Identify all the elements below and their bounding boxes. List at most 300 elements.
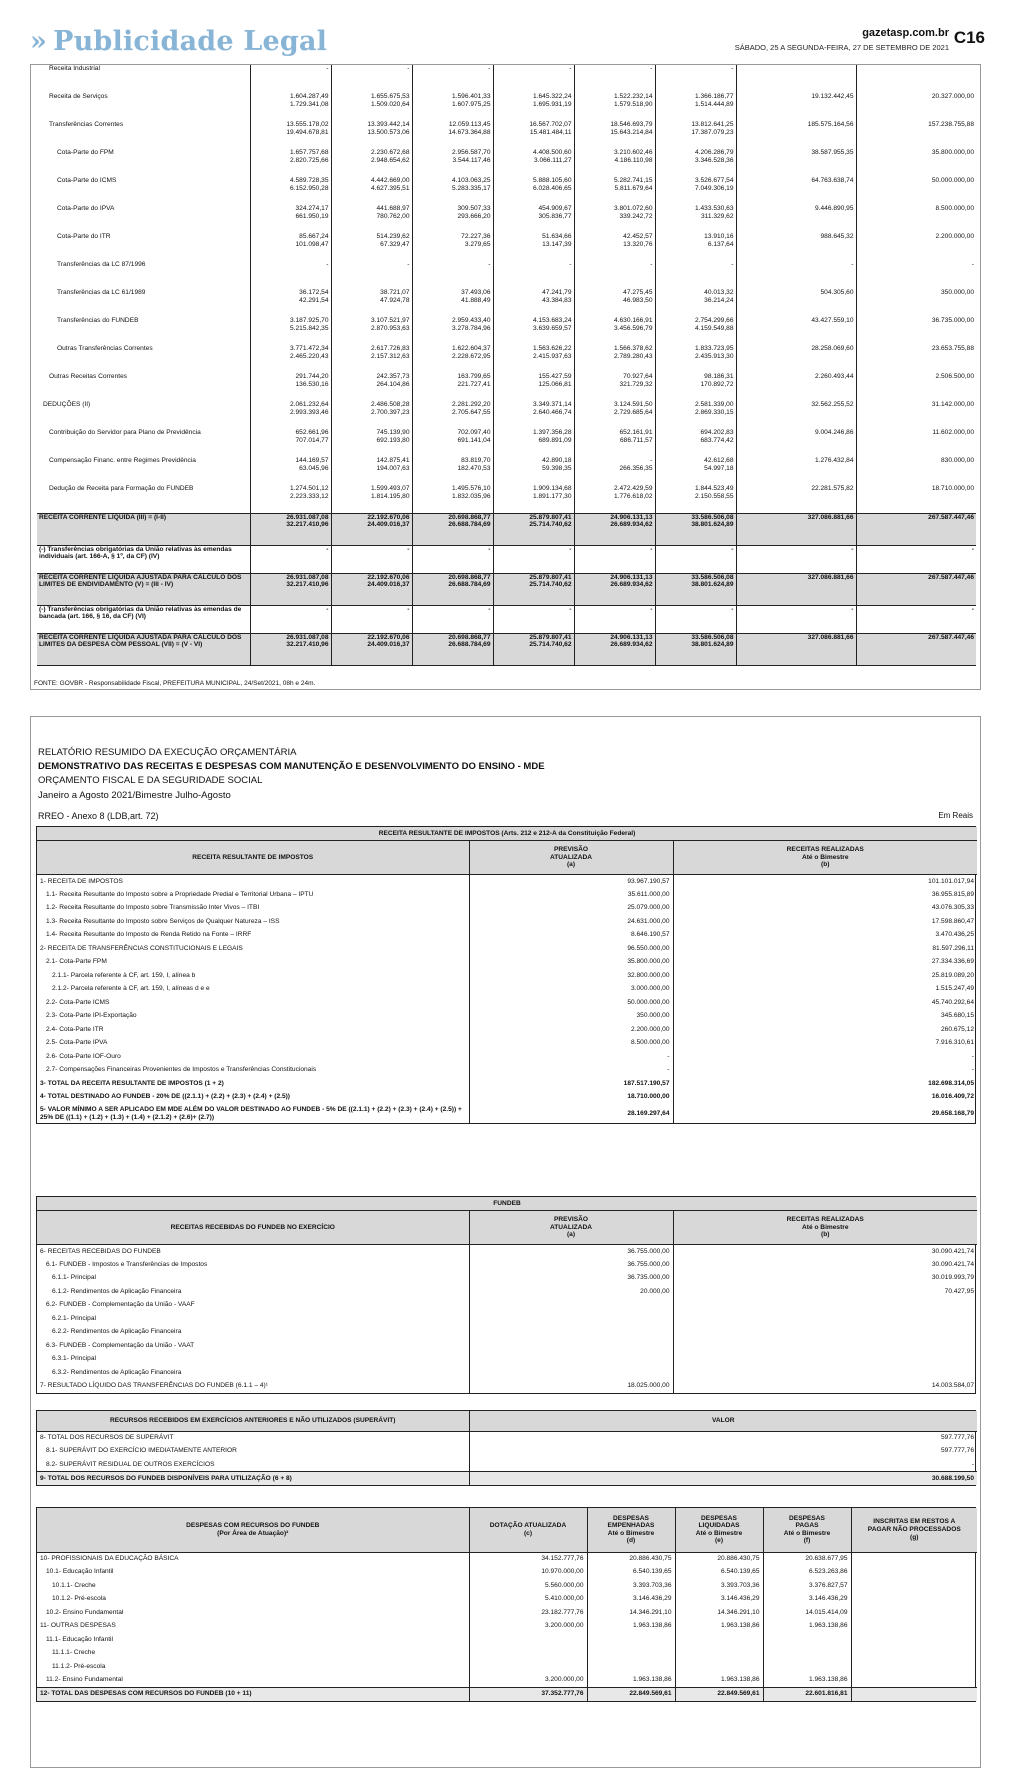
- row-label: 2.1.1- Parcela referente à CF, art. 159, I, alínea b: [52, 971, 196, 979]
- total-c: 37.352.777,76: [469, 1687, 587, 1701]
- value-g: [851, 1620, 977, 1634]
- value-current: 1.655.675,53: [370, 93, 410, 100]
- value-current: 25.879.807,41: [529, 573, 572, 581]
- value-cell: [574, 233, 655, 261]
- value-prior: 59.398,35: [542, 464, 572, 472]
- value-current: 23.653.755,88: [931, 345, 974, 352]
- value-current: -: [407, 65, 410, 72]
- value-current: 47.275,45: [623, 289, 653, 296]
- value-prior: 25.714.740,62: [529, 581, 572, 589]
- value-f: 20.638.677,95: [763, 1552, 851, 1566]
- total-cell: [856, 545, 976, 573]
- value-f: 6.523.263,86: [763, 1566, 851, 1580]
- value-realizada: [673, 1312, 977, 1326]
- value-prior: 26.689.934,62: [610, 641, 653, 649]
- table-row: [37, 261, 976, 289]
- value-prior: 1.579.518,90: [613, 100, 653, 108]
- value-current: 1.645.322,24: [532, 93, 572, 100]
- value-current: 5.888.105,60: [532, 177, 572, 184]
- hdr-line: RECEITAS REALIZADAS: [786, 1216, 864, 1224]
- value-current: 327.086.881,66: [807, 573, 854, 581]
- value-current: 51.634,66: [542, 233, 572, 240]
- value-e: 1.963.138,86: [675, 1674, 763, 1688]
- value-cell: [736, 233, 856, 261]
- value-f: [763, 1660, 851, 1674]
- total-cell: [493, 633, 574, 665]
- value-e: 14.346.291,10: [675, 1606, 763, 1620]
- value-current: -: [851, 605, 854, 613]
- value-current: -: [488, 65, 491, 72]
- value-previsao: [469, 1326, 673, 1340]
- value-prior: 2.705.647,55: [451, 408, 491, 416]
- value-cell: [493, 261, 574, 289]
- table-row: [37, 177, 976, 205]
- row-label: 6.3- FUNDEB - Complementação da União - VAAT: [46, 1341, 195, 1349]
- table-row: [37, 457, 976, 485]
- total-cell: [655, 545, 736, 573]
- value-cell: [493, 401, 574, 429]
- value-cell: [574, 485, 655, 513]
- value-cell: [250, 345, 331, 373]
- value-cell: [412, 121, 493, 149]
- value-cell: [412, 457, 493, 485]
- value-current: 32.562.255,52: [811, 401, 854, 408]
- value-current: 33.586.506,08: [691, 573, 734, 581]
- value-cell: 597.777,76: [469, 1431, 977, 1445]
- value-cell: [331, 233, 412, 261]
- value-current: 16.567.702,07: [529, 121, 572, 128]
- value-cell: [250, 205, 331, 233]
- value-current: 13.910,16: [704, 233, 734, 240]
- value-cell: [736, 149, 856, 177]
- value-prior: 13.500.573,06: [367, 128, 410, 136]
- value-prior: 24.409.016,37: [367, 521, 410, 529]
- value-current: 36.172,54: [299, 289, 329, 296]
- value-prior: 32.217.410,96: [286, 521, 329, 529]
- value-prior: 1.729.341,08: [289, 100, 329, 108]
- value-realizada: 29.658.168,79: [673, 1104, 977, 1123]
- value-prior: 2.435.913,30: [694, 352, 734, 360]
- value-current: -: [569, 65, 572, 72]
- row-label: Receita Industrial: [49, 65, 100, 72]
- value-cell: [493, 205, 574, 233]
- table-row: [37, 401, 976, 429]
- value-d: 1.963.138,86: [587, 1620, 675, 1634]
- value-f: 3.146.436,29: [763, 1593, 851, 1607]
- value-cell: [856, 149, 976, 177]
- table-row: [37, 1104, 977, 1123]
- table-row: [37, 1606, 977, 1620]
- total-row: [37, 1687, 977, 1701]
- value-prior: 26.689.934,62: [610, 521, 653, 529]
- value-realizada: 14.003.584,07: [673, 1380, 977, 1394]
- report-line-2: DEMONSTRATIVO DAS RECEITAS E DESPESAS COM MANUTENÇÃO E DESENVOLVIMENTO DO ENSINO - MDE: [38, 761, 545, 773]
- value-current: -: [971, 261, 974, 268]
- value-f: 1.963.138,86: [763, 1674, 851, 1688]
- value-current: -: [407, 605, 410, 613]
- value-prior: 5.811.679,64: [614, 184, 653, 192]
- brand-logo: [30, 26, 327, 57]
- value-prior: 13.147,39: [542, 240, 572, 248]
- source-note: FONTE: GOVBR - Responsabilidade Fiscal, PREFEITURA MUNICIPAL, 24/Set/2021, 08h e 24m.: [34, 680, 316, 687]
- row-label: 6.1- FUNDEB - Impostos e Transferências de Impostos: [46, 1260, 208, 1268]
- value-current: 20.327.000,00: [931, 93, 974, 100]
- value-current: 83.819,70: [461, 457, 491, 464]
- table-row: [37, 1445, 977, 1459]
- value-current: 40.013,32: [704, 289, 734, 296]
- despesas-col-empenhadas: [587, 1508, 675, 1552]
- table-row: [37, 1064, 977, 1078]
- value-cell: [331, 429, 412, 457]
- value-cell: [574, 345, 655, 373]
- table-row: [37, 373, 976, 401]
- row-label: 1.1- Receita Resultante do Imposto sobre a Propriedade Predial e Territorial Urbana – IPTU: [46, 890, 314, 898]
- value-cell: [856, 65, 976, 93]
- value-cell: [574, 121, 655, 149]
- value-cell: [574, 205, 655, 233]
- value-cell: [412, 149, 493, 177]
- value-previsao: 8.646.190,57: [469, 929, 673, 943]
- value-current: 4.103.063,25: [451, 177, 491, 184]
- row-label: Transferências Correntes: [49, 121, 124, 128]
- value-cell: [736, 373, 856, 401]
- row-label: 2.1- Cota-Parte FPM: [46, 958, 107, 966]
- table-row: [37, 996, 977, 1010]
- value-c: [469, 1633, 587, 1647]
- value-prior: 6.028.406,65: [532, 184, 572, 192]
- hdr-line: PREVISÃO: [553, 1216, 589, 1224]
- value-prior: 321.729,32: [619, 380, 653, 388]
- value-e: [675, 1660, 763, 1674]
- total-cell: [412, 605, 493, 633]
- value-previsao: 3.000.000,00: [469, 983, 673, 997]
- value-d: 6.540.139,65: [587, 1566, 675, 1580]
- value-prior: 170.892,72: [700, 380, 734, 388]
- row-label: 11.1.2- Pré-escola: [52, 1662, 106, 1670]
- value-cell: [493, 345, 574, 373]
- value-current: 652.161,91: [619, 429, 653, 436]
- total-label: RECEITA CORRENTE LÍQUIDA (III) = (I-II): [37, 513, 250, 545]
- despesas-col-restos: [851, 1508, 977, 1552]
- value-current: 22.192.670,06: [367, 513, 410, 521]
- value-cell: [736, 317, 856, 345]
- total-cell: [331, 545, 412, 573]
- row-label: 3- TOTAL DA RECEITA RESULTANTE DE IMPOSTOS (1 + 2): [40, 1079, 224, 1087]
- value-current: -: [851, 545, 854, 553]
- value-cell: [655, 205, 736, 233]
- value-prior: 1.776.618,02: [613, 492, 653, 500]
- value-cell: [412, 289, 493, 317]
- value-cell: [412, 93, 493, 121]
- value-prior: 32.217.410,96: [286, 641, 329, 649]
- value-previsao: 2.200.000,00: [469, 1023, 673, 1037]
- value-cell: -: [469, 1458, 977, 1472]
- value-current: 3.801.072,60: [613, 205, 653, 212]
- value-cell: [331, 149, 412, 177]
- total-cell: [493, 513, 574, 545]
- value-cell: [856, 485, 976, 513]
- value-current: -: [650, 261, 653, 268]
- total-cell: [331, 573, 412, 605]
- value-current: 8.500.000,00: [935, 205, 974, 212]
- value-prior: 264.104,86: [376, 380, 410, 388]
- value-cell: [655, 121, 736, 149]
- value-current: 24.906.131,13: [610, 633, 653, 641]
- value-e: 3.393.703,36: [675, 1579, 763, 1593]
- total-label: (-) Transferências obrigatórias da União relativas às emendas individuais (art. 166-A, § 1º, da CF) (IV): [37, 545, 250, 573]
- value-cell: [655, 457, 736, 485]
- row-label: Contribuição do Servidor para Plano de Previdência: [49, 429, 201, 436]
- value-cell: [331, 205, 412, 233]
- value-current: 2.260.493,44: [814, 373, 854, 380]
- total-cell: [250, 545, 331, 573]
- total-cell: [493, 573, 574, 605]
- table-row: [37, 902, 977, 916]
- row-label: 10.2- Ensino Fundamental: [46, 1608, 124, 1616]
- value-prior: 46.983,50: [623, 296, 653, 304]
- total-cell: [250, 633, 331, 665]
- table-row: [37, 65, 976, 93]
- value-current: -: [326, 605, 329, 613]
- total-cell: [250, 605, 331, 633]
- value-prior: 26.688.784,69: [448, 641, 491, 649]
- value-prior: 686.711,57: [619, 436, 653, 444]
- value-cell: [574, 457, 655, 485]
- value-current: 324.274,17: [295, 205, 329, 212]
- value-prior: 38.801.624,89: [691, 521, 734, 529]
- value-realizada: 27.334.336,69: [673, 956, 977, 970]
- value-cell: [655, 317, 736, 345]
- value-e: 6.540.139,65: [675, 1566, 763, 1580]
- total-cell: [736, 573, 856, 605]
- value-current: -: [326, 65, 329, 72]
- value-realizada: 45.740.292,64: [673, 996, 977, 1010]
- report-line-1: RELATÓRIO RESUMIDO DA EXECUÇÃO ORÇAMENTÁRIA: [38, 747, 297, 758]
- value-current: 454.909,67: [538, 205, 572, 212]
- value-cell: [655, 93, 736, 121]
- table-row: [37, 1353, 977, 1367]
- value-current: 33.586.506,08: [691, 633, 734, 641]
- value-prior: 194.007,63: [376, 464, 410, 472]
- value-cell: [331, 65, 412, 93]
- value-current: 4.153.683,24: [532, 317, 572, 324]
- impostos-table: [36, 826, 976, 1124]
- value-current: 1.366.186,77: [694, 93, 734, 100]
- total-f: 22.601.816,81: [763, 1687, 851, 1701]
- hdr-line: PAGAS: [795, 1522, 819, 1530]
- value-cell: [493, 457, 574, 485]
- value-current: 26.931.087,08: [286, 573, 329, 581]
- report-line-4: Janeiro a Agosto 2021/Bimestre Julho-Agosto: [38, 789, 231, 801]
- value-realizada: 25.819.089,20: [673, 969, 977, 983]
- value-prior: 2.228.672,95: [451, 352, 491, 360]
- value-realizada: 43.076.305,33: [673, 902, 977, 916]
- row-label: 2.5- Cota-Parte IPVA: [46, 1039, 108, 1047]
- hdr-line: (f): [803, 1537, 811, 1545]
- value-d: [587, 1633, 675, 1647]
- value-prior: 2.700.397,23: [370, 408, 410, 416]
- value-cell: [856, 93, 976, 121]
- value-previsao: 36.735.000,00: [469, 1272, 673, 1286]
- total-cell: [250, 573, 331, 605]
- value-prior: 14.673.364,88: [448, 128, 491, 136]
- value-prior: 2.640.466,74: [532, 408, 572, 416]
- table-row: [37, 1023, 977, 1037]
- value-prior: 305.836,77: [538, 212, 572, 220]
- fundeb-col-realizadas: [673, 1211, 977, 1245]
- value-current: -: [326, 545, 329, 553]
- total-cell: [856, 605, 976, 633]
- value-prior: 26.688.784,69: [448, 521, 491, 529]
- value-cell: [331, 93, 412, 121]
- table-row: [37, 1285, 977, 1299]
- value-realizada: 30.090.421,74: [673, 1258, 977, 1272]
- value-prior: 2.869.330,15: [694, 408, 734, 416]
- row-label: 6.1.2- Rendimentos de Aplicação Financeira: [52, 1287, 182, 1295]
- value-current: 31.142.000,00: [931, 401, 974, 408]
- value-prior: 707.014,77: [295, 436, 329, 444]
- value-realizada: [673, 1299, 977, 1313]
- hdr-line: EMPENHADAS: [607, 1522, 655, 1530]
- value-previsao: [469, 1299, 673, 1313]
- value-prior: 1.514.444,89: [694, 100, 734, 108]
- value-cell: [412, 429, 493, 457]
- value-c: 5.560.000,00: [469, 1579, 587, 1593]
- value-cell: [856, 289, 976, 317]
- table-row: [37, 1660, 977, 1674]
- total-label: RECEITA CORRENTE LÍQUIDA AJUSTADA PARA CÁLCULO DOS LIMITES DA DESPESA COM PESSOAL (VII) = (V - VI): [37, 633, 250, 665]
- table-row: [37, 93, 976, 121]
- value-prior: 2.948.654,62: [370, 156, 410, 164]
- page-number: C16: [953, 28, 985, 47]
- row-label: 2.2- Cota-Parte ICMS: [46, 998, 110, 1006]
- row-label: 4- TOTAL DESTINADO AO FUNDEB - 20% DE ((2.1.1) + (2.2) + (2.3) + (2.4) + (2.5)): [40, 1093, 291, 1101]
- total-cell: [331, 513, 412, 545]
- value-e: 3.146.436,29: [675, 1593, 763, 1607]
- value-previsao: 36.755.000,00: [469, 1258, 673, 1272]
- table-row: [37, 983, 977, 997]
- total-row: [37, 573, 976, 605]
- value-current: 13.393.442,14: [367, 121, 410, 128]
- total-g: [851, 1687, 977, 1701]
- table-row: [37, 429, 976, 457]
- value-cell: [856, 401, 976, 429]
- value-prior: 266.356,35: [619, 464, 653, 472]
- value-current: 1.596.401,33: [451, 93, 491, 100]
- value-cell: [250, 485, 331, 513]
- row-label: 6.2.1- Principal: [52, 1314, 96, 1322]
- value-cell: [493, 93, 574, 121]
- row-label: Compensação Financ. entre Regimes Previdência: [49, 457, 196, 464]
- value-current: 694.202,83: [700, 429, 734, 436]
- table-row: [37, 888, 977, 902]
- total-cell: [655, 633, 736, 665]
- value-current: 22.192.670,06: [367, 573, 410, 581]
- value-current: 2.956.587,70: [451, 149, 491, 156]
- value-current: 5.282.741,15: [613, 177, 653, 184]
- value-current: 1.657.757,68: [289, 149, 329, 156]
- row-label: 11- OUTRAS DESPESAS: [40, 1622, 116, 1630]
- value-current: -: [971, 545, 974, 553]
- value-c: 3.200.000,00: [469, 1620, 587, 1634]
- value-prior: 17.387.079,23: [691, 128, 734, 136]
- value-prior: 38.801.624,89: [691, 641, 734, 649]
- value-current: 4.589.728,35: [289, 177, 329, 184]
- value-current: 3.107.521,97: [370, 317, 410, 324]
- impostos-col-realizadas: [673, 841, 977, 875]
- value-cell: [250, 233, 331, 261]
- value-realizada: 70.427,95: [673, 1285, 977, 1299]
- value-realizada: 17.598.860,47: [673, 915, 977, 929]
- value-previsao: 24.631.000,00: [469, 915, 673, 929]
- value-prior: 4.159.549,88: [694, 324, 734, 332]
- value-prior: 339.242,72: [619, 212, 653, 220]
- total-cell: [655, 513, 736, 545]
- value-prior: 25.714.740,62: [529, 641, 572, 649]
- value-current: -: [407, 545, 410, 553]
- value-d: 20.886.430,75: [587, 1552, 675, 1566]
- value-previsao: 18.025.000,00: [469, 1380, 673, 1394]
- value-cell: [574, 373, 655, 401]
- value-previsao: 18.710.000,00: [469, 1091, 673, 1105]
- value-current: 1.909.134,68: [532, 485, 572, 492]
- value-cell: [493, 233, 574, 261]
- value-current: 24.906.131,13: [610, 513, 653, 521]
- value-current: 4.630.166,91: [613, 317, 653, 324]
- value-prior: 2.729.685,64: [613, 408, 653, 416]
- value-current: 42.612,68: [704, 457, 734, 464]
- value-realizada: 1.515.247,49: [673, 983, 977, 997]
- value-current: 3.210.602,46: [613, 149, 653, 156]
- value-cell: [736, 93, 856, 121]
- value-current: 20.698.868,77: [448, 513, 491, 521]
- table-row: [37, 1050, 977, 1064]
- value-cell: [655, 429, 736, 457]
- value-prior: 54.997,18: [704, 464, 734, 472]
- value-realizada: 16.016.409,72: [673, 1091, 977, 1105]
- value-prior: 41.888,49: [461, 296, 491, 304]
- value-realizada: 3.470.436,25: [673, 929, 977, 943]
- brand-title: Publicidade Legal: [53, 26, 328, 57]
- impostos-col-label: RECEITA RESULTANTE DE IMPOSTOS: [37, 841, 469, 875]
- value-current: 1.397.356,28: [532, 429, 572, 436]
- value-cell: [331, 345, 412, 373]
- table-row: [37, 1258, 977, 1272]
- value-prior: 3.639.659,57: [532, 324, 572, 332]
- despesas-col-pagas: [763, 1508, 851, 1552]
- table-row: [37, 1312, 977, 1326]
- total-row: [37, 1472, 977, 1486]
- value-cell: [250, 289, 331, 317]
- value-cell: [412, 345, 493, 373]
- value-cell: [493, 289, 574, 317]
- value-current: 309.507,33: [457, 205, 491, 212]
- value-realizada: 182.698.314,05: [673, 1077, 977, 1091]
- fundeb-table: [36, 1196, 976, 1394]
- value-cell: [736, 485, 856, 513]
- value-prior: 101.098,47: [295, 240, 329, 248]
- hdr-line: (e): [714, 1537, 724, 1545]
- value-current: -: [731, 605, 734, 613]
- hdr-line: Até o Bimestre: [695, 1529, 743, 1537]
- value-prior: 26.689.934,62: [610, 581, 653, 589]
- value-current: 9.446.890,95: [814, 205, 854, 212]
- value-d: 3.393.703,36: [587, 1579, 675, 1593]
- value-cell: [331, 317, 412, 345]
- value-d: 14.346.291,10: [587, 1606, 675, 1620]
- value-realizada: 345.680,15: [673, 1010, 977, 1024]
- value-realizada: 36.955.815,89: [673, 888, 977, 902]
